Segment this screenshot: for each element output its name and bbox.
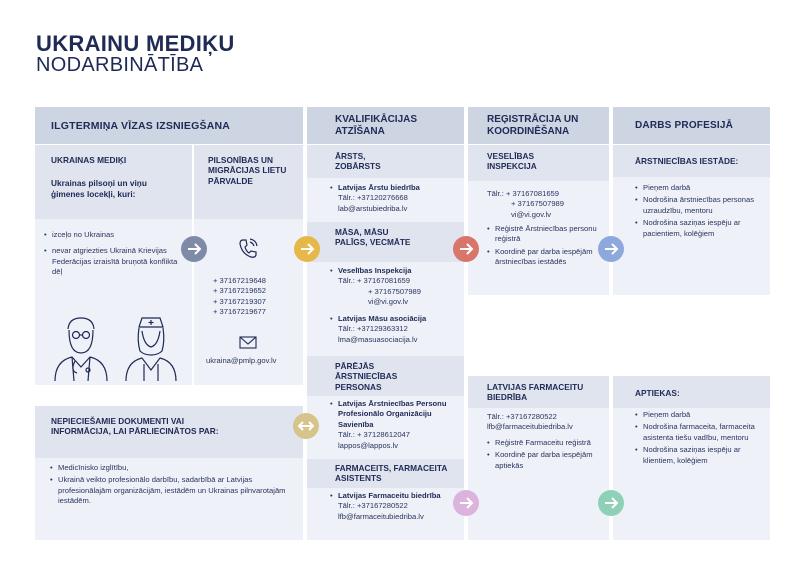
s1-info — [330, 183, 460, 216]
email-link[interactable]: lfb@farmaceitubiedriba.lv — [338, 511, 424, 521]
s4-title-label: FARMACEITS, FARMACEITA ASISTENTS — [335, 463, 448, 484]
page-subtitle: NODARBINĀTĪBA — [36, 54, 204, 76]
docs-title-label: NEPIECIEŠAMIE DOKUMENTI VAI INFORMĀCIJA, LAI PĀRLIECINĀTOS PAR: — [51, 416, 219, 437]
s3-title — [307, 356, 464, 396]
iestade-title — [613, 145, 770, 177]
phone-icon — [238, 238, 258, 260]
col3-header — [468, 107, 609, 144]
vi-title — [468, 145, 609, 181]
org-name: Latvijas Ārstu biedrība — [338, 183, 420, 192]
lfb-title — [468, 376, 609, 408]
mail-icon — [239, 336, 257, 349]
iestade-title-label: ĀRSTNIECĪBAS IESTĀDE: — [635, 156, 739, 166]
docs-list — [50, 463, 290, 509]
phone-number: Tālr.: +37167280522 — [338, 501, 408, 511]
phone-number: + 37167219648 — [213, 276, 267, 285]
phone-number: Tālr.: + 37128612047 — [338, 430, 410, 440]
list-item: • Nodrošina ārstniecības personas uzraudzību, mentoru — [635, 195, 760, 216]
phone-number: Tālr.: + 37167081659 — [487, 189, 559, 198]
col2-header — [307, 107, 464, 144]
s3-info — [330, 399, 462, 453]
vi-title-label: VESELĪBAS INSPEKCIJA — [487, 151, 537, 172]
list-item: • Koordinē par darba iespējām aptiekās — [487, 450, 605, 471]
list-item: • Koordinē par darba iespējām ārstniecības iestādēs — [487, 247, 605, 268]
col1-header-label: ILGTERMIŅA VĪZAS IZSNIEGŠANA — [51, 119, 231, 132]
docs-title — [35, 406, 303, 458]
lfb-list — [487, 438, 605, 473]
org-name: Latvijas Farmaceitu biedrība — [338, 491, 441, 500]
email-link[interactable]: lappos@lappos.lv — [338, 440, 399, 450]
s2-info — [330, 266, 462, 347]
lfb-contacts — [487, 412, 607, 433]
list-item: • Reģistrē Ārstniecības personu reģistrā — [487, 224, 605, 245]
nurse-icon — [122, 315, 180, 381]
phone-number: + 37167507989 — [511, 199, 565, 209]
arrow-right-icon — [598, 490, 624, 516]
email-link[interactable]: lma@masuasociacija.lv — [338, 334, 418, 344]
list-item: • Medicīnisko izglītību, — [50, 463, 290, 473]
list-item: • Nodrošina saziņas iespēju ar klientiem, kolēģiem — [635, 445, 760, 466]
col2-header-label: KVALIFIKĀCIJAS ATZĪŠANA — [335, 114, 418, 137]
s1-title — [307, 145, 464, 178]
org-name: Latvijas Ārstniecības Personu Profesionālo Organizāciju Savienība — [338, 399, 447, 429]
phone-number: Tālr.: +37167280522 — [487, 412, 557, 421]
phone-number: + 37167507989 — [368, 286, 422, 296]
org-name: Latvijas Māsu asociācija — [338, 313, 427, 323]
ukr-list — [44, 230, 184, 280]
col3-header-label: REĢISTRĀCIJA UN KOORDINĒŠANA — [487, 114, 579, 137]
aptiekas-title-label: APTIEKAS: — [635, 388, 680, 398]
pmlp-phones — [213, 276, 298, 318]
doctor-icon — [52, 315, 110, 381]
vi-contacts — [487, 189, 607, 220]
arrow-right-icon — [598, 236, 624, 262]
email-link[interactable]: lab@arstubiedriba.lv — [338, 203, 408, 213]
col4-header — [613, 107, 770, 144]
list-item: • izceļo no Ukrainas — [44, 230, 184, 240]
aptiekas-title — [613, 376, 770, 408]
phone-number: + 37167219652 — [213, 286, 267, 296]
aptiekas-list — [635, 410, 760, 468]
email-link[interactable]: vi@vi.gov.lv — [368, 297, 409, 307]
s1-title-label: ĀRSTS, ZOBĀRSTS — [335, 151, 381, 172]
list-item: • Pieņem darbā — [635, 410, 760, 420]
lfb-title-label: LATVIJAS FARMACEITU BIEDRĪBA — [487, 382, 584, 403]
phone-number: Tālr.: +37129363312 — [338, 324, 408, 334]
list-item: • Reģistrē Farmaceitu reģistrā — [487, 438, 605, 448]
list-item: • nevar atgriezties Ukrainā Krievijas Federācijas izraisītā bruņotā konflikta dēļ — [44, 246, 184, 277]
vi-list — [487, 224, 605, 270]
col4-header-label: DARBS PROFESIJĀ — [635, 120, 734, 131]
arrow-right-icon — [453, 490, 479, 516]
s4-title — [307, 459, 464, 488]
phone-number: Tālr.: +37120276668 — [338, 193, 408, 203]
arrow-right-icon — [294, 236, 320, 262]
pmlp-title-label: PILSONĪBAS UN MIGRĀCIJAS LIETU PĀRVALDE — [208, 155, 287, 186]
org-name: Veselības Inspekcija — [338, 266, 412, 275]
list-item: • Nodrošina saziņas iespēju ar pacientiem, kolēģiem — [635, 218, 760, 239]
ukr-title — [35, 145, 192, 219]
iestade-list — [635, 183, 760, 241]
pmlp-title — [194, 145, 303, 219]
phone-number: + 37167219677 — [213, 307, 267, 317]
s4-info — [330, 491, 460, 524]
arrow-both-icon — [293, 413, 319, 439]
phone-number: Tālr.: + 37167081659 — [338, 276, 410, 286]
s2-title-label: MĀSA, MĀSU PALĪGS, VECMĀTE — [335, 227, 411, 248]
list-item: • Pieņem darbā — [635, 183, 760, 193]
s2-title — [307, 222, 464, 262]
list-item: • Nodrošina farmaceita, farmaceita asistenta tiešu vadību, mentoru — [635, 422, 760, 443]
col1-header — [35, 107, 303, 144]
arrow-right-icon — [181, 236, 207, 262]
list-item: • Ukrainā veikto profesionālo darbību, sadarbībā ar Latvijas profesionālajām organizācijām, iestādēm un Ukrainas pilnvarotajām iestādēm. — [50, 475, 290, 506]
arrow-right-icon — [453, 236, 479, 262]
ukr-subtitle: Ukrainas pilsoņi un viņu ģimenes locekļi, kuri: — [51, 178, 147, 199]
phone-number: + 37167219307 — [213, 296, 267, 306]
email-link[interactable]: vi@vi.gov.lv — [511, 209, 552, 219]
ukr-title-label: UKRAINAS MEDIĶI — [51, 155, 127, 165]
page-title: UKRAINU MEDIĶU — [36, 31, 235, 56]
email-link[interactable]: lfb@farmaceitubiedriba.lv — [487, 422, 573, 432]
pmlp-email[interactable]: ukraina@pmlp.gov.lv — [206, 356, 277, 365]
s3-title-label: PĀRĒJĀS ĀRSTNIECĪBAS PERSONAS — [335, 361, 398, 392]
